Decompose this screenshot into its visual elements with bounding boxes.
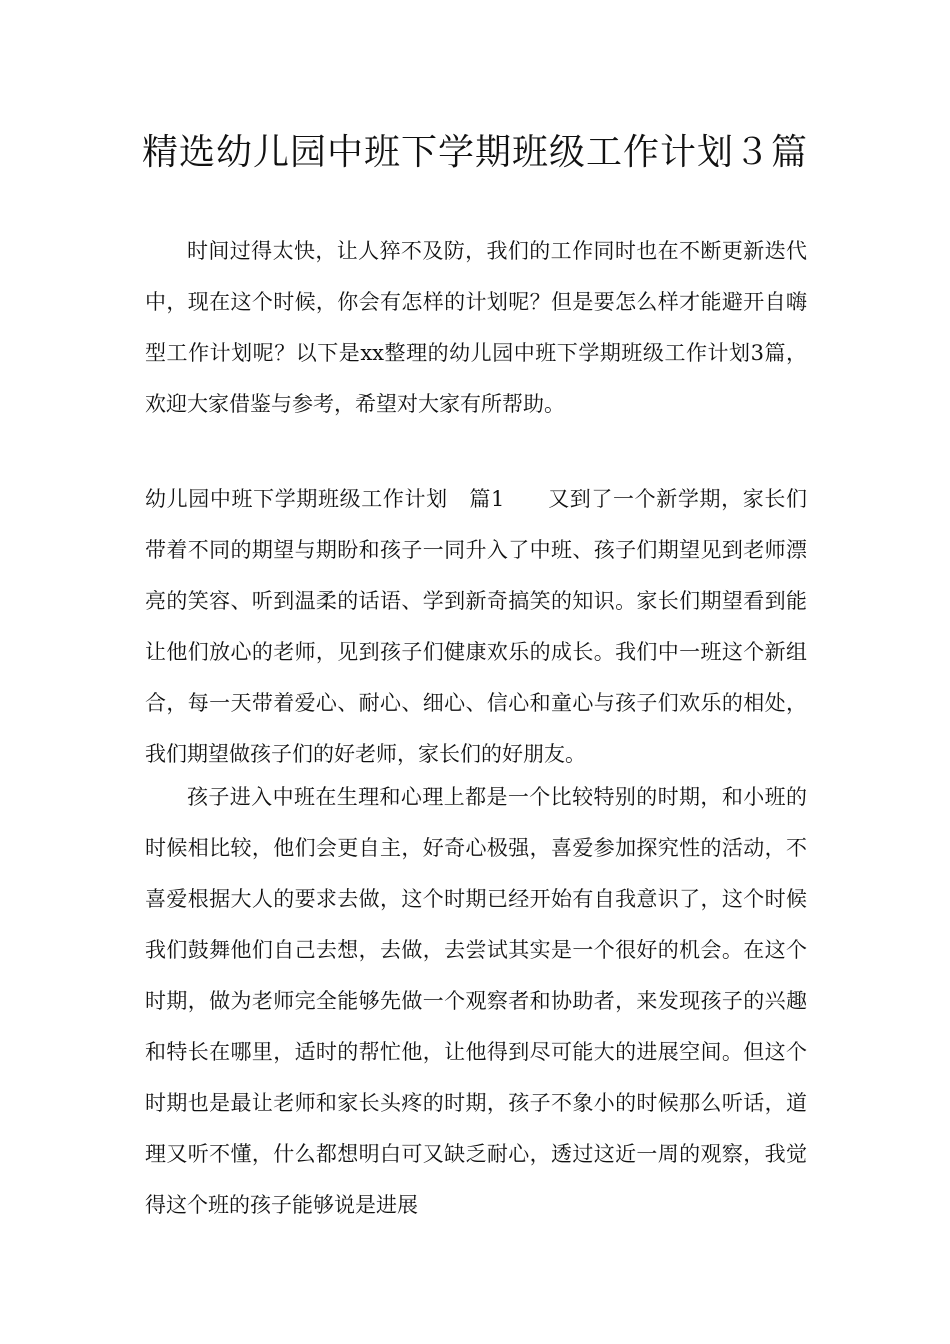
section-1-paragraph <box>145 474 807 780</box>
document-title: 精选幼儿园中班下学期班级工作计划３篇 <box>141 132 808 173</box>
section-1-spacer <box>504 487 548 511</box>
section-1-lead-text: 又到了一个新学期，家长们带着不同的期望与期盼和孩子一同升入了中班、孩子们期望见到老师漂亮的笑容、听到温柔的话语、学到新奇搞笑的知识。家长们期望看到能让他们放心的老师，见到孩子们健康欢乐的成长。我们中一班这个新组合，每一天带着爱心、耐心、细心、信心和童心与孩子们欢乐的相处，我们期望做孩子们的好老师，家长们的好朋友。 <box>145 487 808 766</box>
intro-paragraph: 时间过得太快，让人猝不及防，我们的工作同时也在不断更新迭代中，现在这个时候，你会有怎样的计划呢？但是要怎么样才能避开自嗨型工作计划呢？以下是xx整理的幼儿园中班下学期班级工作计划3篇，欢迎大家借鉴与参考，希望对大家有所帮助。 <box>145 239 807 416</box>
section-1-paragraph-2: 孩子进入中班在生理和心理上都是一个比较特别的时期，和小班的时候相比较，他们会更自主，好奇心极强，喜爱参加探究性的活动，不喜爱根据大人的要求去做，这个时期已经开始有自我意识了，这个时候我们鼓舞他们自己去想，去做，去尝试其实是一个很好的机会。在这个时期，做为老师完全能够先做一个观察者和协助者，来发现孩子的兴趣和特长在哪里，适时的帮忙他，让他得到尽可能大的进展空间。但这个时期也是最让老师和家长头疼的时期，孩子不象小的时候那么听话，道理又听不懂，什么都想明白可又缺乏耐心，透过这近一周的观察，我觉得这个班的孩子能够说是进展 <box>145 785 807 1217</box>
section-1-heading: 幼儿园中班下学期班级工作计划 篇1 <box>145 487 505 511</box>
